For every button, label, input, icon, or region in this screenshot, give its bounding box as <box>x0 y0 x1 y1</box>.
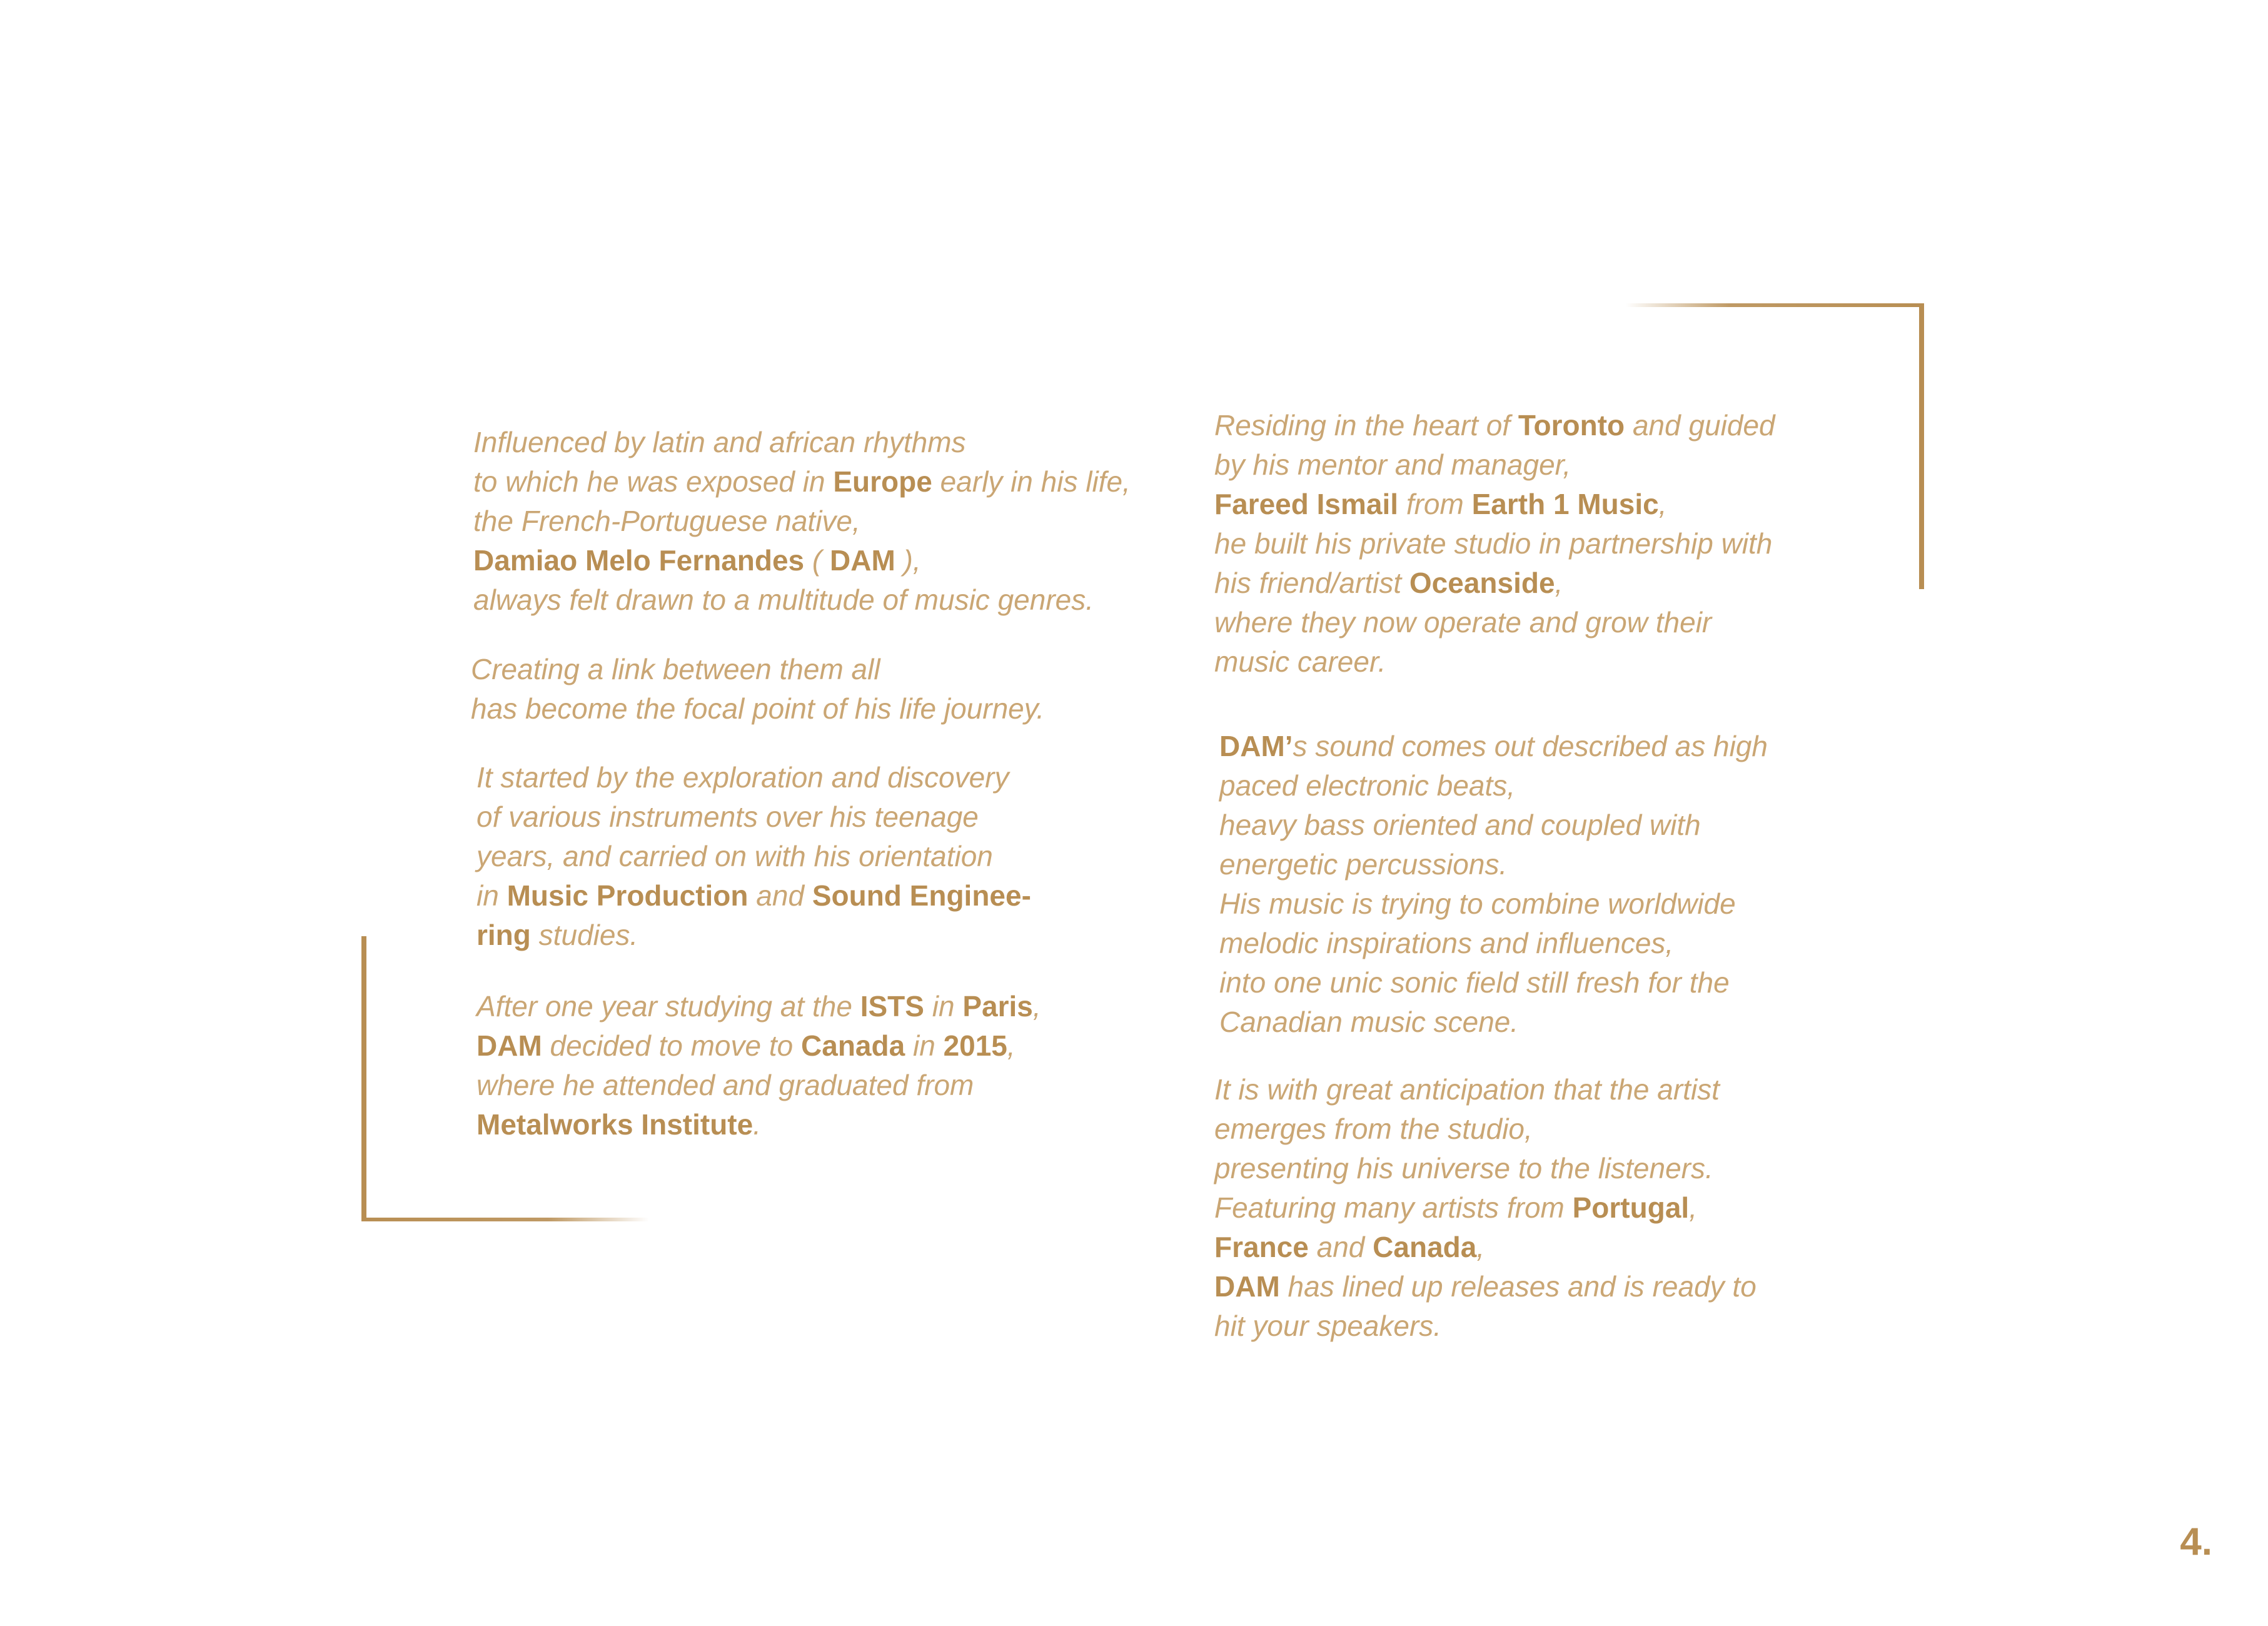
text-run: emerges from the studio, <box>1214 1113 1533 1145</box>
text-run: where they now operate and grow their <box>1214 606 1712 639</box>
text-run: early in his life, <box>932 465 1131 498</box>
text-line <box>1219 845 1768 884</box>
text-line <box>476 916 1031 955</box>
text-line <box>473 502 1131 541</box>
text-line <box>1214 1109 1756 1149</box>
text-run: years, and carried on with his orientation <box>476 840 993 872</box>
text-run: to which he was exposed in <box>473 465 834 498</box>
emphasized-text: Fareed Ismail <box>1214 488 1399 520</box>
text-line <box>473 423 1131 462</box>
text-run: music career. <box>1214 645 1386 678</box>
text-run: into one unic sonic field still fresh for the <box>1219 966 1730 999</box>
emphasized-text: DAM’ <box>1219 730 1293 762</box>
text-line <box>1219 727 1768 766</box>
text-run: and guided <box>1625 409 1775 442</box>
text-line <box>473 541 1131 580</box>
text-run: by his mentor and manager, <box>1214 448 1571 481</box>
text-run: from <box>1398 488 1472 520</box>
emphasized-text: Damiao Melo Fernandes <box>473 544 805 577</box>
text-run: in <box>905 1029 944 1062</box>
page-number: 4. <box>2180 1520 2212 1563</box>
text-run: his friend/artist <box>1214 567 1409 599</box>
emphasized-text: Sound Enginee- <box>812 879 1031 912</box>
text-run: studies. <box>530 919 638 951</box>
text-run: , <box>1007 1029 1016 1062</box>
text-run: and <box>1308 1231 1373 1263</box>
text-line <box>1214 524 1775 563</box>
text-run: Influenced by latin and african rhythms <box>473 426 966 458</box>
emphasized-text: DAM <box>1214 1270 1280 1303</box>
text-line <box>471 689 1044 729</box>
emphasized-text: Music Production <box>507 879 748 912</box>
text-run: Creating a link between them all <box>471 653 880 685</box>
text-line <box>476 837 1031 876</box>
text-run: Featuring many artists from <box>1214 1191 1573 1224</box>
text-line <box>476 758 1031 797</box>
text-line <box>1214 1188 1756 1228</box>
text-line <box>1219 1002 1768 1042</box>
text-line <box>473 462 1131 502</box>
text-line <box>476 1026 1041 1066</box>
emphasized-text: Europe <box>833 465 932 498</box>
text-run: s sound comes out described as high <box>1293 730 1768 762</box>
emphasized-text: DAM <box>476 1029 542 1062</box>
emphasized-text: 2015 <box>943 1029 1007 1062</box>
paragraph-releases <box>1214 1070 1756 1346</box>
text-run: , <box>1689 1191 1697 1224</box>
text-run: ( <box>804 544 830 577</box>
paragraph-influences <box>473 423 1131 620</box>
bottom-left-bracket-horizontal <box>361 1218 649 1221</box>
text-run: has lined up releases and is ready to <box>1279 1270 1756 1303</box>
text-line <box>473 580 1131 620</box>
emphasized-text: ring <box>476 919 531 951</box>
text-run: has become the focal point of his life journey. <box>471 692 1045 725</box>
text-run: , <box>1476 1231 1485 1263</box>
paragraph-studies <box>476 758 1031 955</box>
text-run: It started by the exploration and discovery <box>476 761 1009 794</box>
emphasized-text: Portugal <box>1572 1191 1690 1224</box>
text-run: heavy bass oriented and coupled with <box>1219 809 1701 841</box>
text-line <box>1214 603 1775 642</box>
text-line <box>1219 805 1768 845</box>
text-line <box>1219 963 1768 1002</box>
text-line <box>1214 1228 1756 1267</box>
text-line <box>1214 1149 1756 1188</box>
emphasized-text: Earth 1 Music <box>1471 488 1659 520</box>
text-run: It is with great anticipation that the artist <box>1214 1073 1720 1106</box>
text-line <box>476 1066 1041 1105</box>
text-line <box>1214 1306 1756 1346</box>
text-run: , <box>1658 488 1667 520</box>
text-run: presenting his universe to the listeners. <box>1214 1152 1713 1184</box>
emphasized-text: Toronto <box>1518 409 1625 442</box>
text-run: Residing in the heart of <box>1214 409 1518 442</box>
text-line <box>1214 1070 1756 1109</box>
text-run: in <box>924 990 963 1023</box>
text-line <box>1214 642 1775 682</box>
text-run: After one year studying at the <box>476 990 860 1023</box>
text-line <box>476 1105 1041 1144</box>
bottom-left-bracket-vertical <box>361 936 366 1221</box>
text-run: paced electronic beats, <box>1219 769 1516 802</box>
text-run: His music is trying to combine worldwide <box>1219 887 1736 920</box>
text-run: melodic inspirations and influences, <box>1219 927 1674 959</box>
emphasized-text: ISTS <box>860 990 924 1023</box>
text-run: Canadian music scene. <box>1219 1006 1519 1038</box>
top-right-bracket-vertical <box>1919 303 1924 589</box>
text-line <box>476 987 1041 1026</box>
text-run: he built his private studio in partnership with <box>1214 527 1773 560</box>
emphasized-text: Paris <box>962 990 1033 1023</box>
text-line <box>1214 485 1775 524</box>
emphasized-text: Canada <box>801 1029 905 1062</box>
paragraph-canada <box>476 987 1041 1144</box>
text-line <box>1219 766 1768 805</box>
text-run: , <box>1032 990 1041 1023</box>
text-line <box>476 876 1031 916</box>
text-run: decided to move to <box>542 1029 802 1062</box>
text-run: the French-Portuguese native, <box>473 505 860 537</box>
text-run: in <box>476 879 507 912</box>
emphasized-text: Metalworks Institute <box>476 1108 753 1141</box>
text-line <box>1214 445 1775 485</box>
emphasized-text: Oceanside <box>1409 567 1555 599</box>
text-line <box>1214 563 1775 603</box>
text-run: and <box>748 879 812 912</box>
text-run: energetic percussions. <box>1219 848 1508 881</box>
text-line <box>476 797 1031 837</box>
paragraph-sound <box>1219 727 1768 1042</box>
text-run: always felt drawn to a multitude of music genres. <box>473 583 1094 616</box>
text-run: where he attended and graduated from <box>476 1069 974 1101</box>
text-line <box>1219 924 1768 963</box>
text-run: hit your speakers. <box>1214 1310 1442 1342</box>
emphasized-text: Canada <box>1373 1231 1477 1263</box>
text-run: , <box>1555 567 1563 599</box>
text-line <box>1219 884 1768 924</box>
top-right-bracket-horizontal <box>1626 303 1923 307</box>
text-run: ), <box>895 544 921 577</box>
text-run: of various instruments over his teenage <box>476 800 979 833</box>
text-line <box>1214 1267 1756 1306</box>
paragraph-link <box>471 650 1044 729</box>
emphasized-text: France <box>1214 1231 1309 1263</box>
text-run: . <box>753 1108 761 1141</box>
text-line <box>471 650 1044 689</box>
text-line <box>1214 406 1775 445</box>
emphasized-text: DAM <box>830 544 895 577</box>
paragraph-toronto <box>1214 406 1775 682</box>
